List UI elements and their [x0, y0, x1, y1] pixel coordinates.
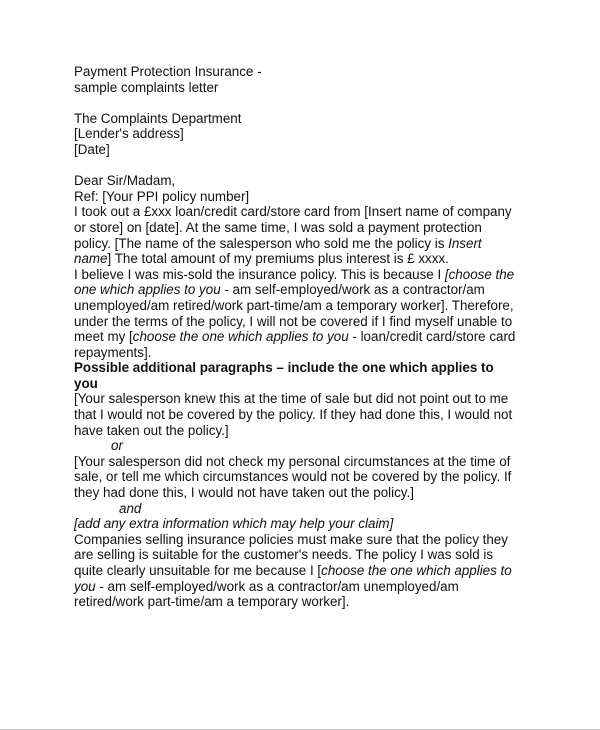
additional-paragraphs-heading: Possible additional paragraphs – include the one which applies to you: [74, 360, 494, 391]
address-line-2: [Lender's address]: [74, 126, 184, 142]
title-line-2: sample complaints letter: [74, 79, 219, 95]
para1-italic-a: Insert name: [74, 235, 482, 267]
para2-text-c: - loan/credit card/store card repayments].: [74, 329, 516, 360]
address-line-1: The Complaints Department: [74, 110, 242, 126]
recipient-address: [74, 111, 520, 158]
salutation: Dear Sir/Madam,: [74, 173, 176, 189]
and-separator: and: [119, 500, 142, 516]
option-salesperson-did-not-check: [Your salesperson did not check my personal circumstances at the time of sale, or tell me which circumstances would not be covered by the policy. If they had done this, I would not have taken out the policy.]: [74, 453, 512, 501]
title-line-1: Payment Protection Insurance -: [74, 64, 262, 79]
letter-body: [74, 64, 520, 610]
paragraph-mis-sold: [74, 267, 520, 361]
extra-information-line: [74, 516, 520, 532]
address-line-3: [Date]: [74, 141, 110, 157]
paragraph-loan-details: [74, 204, 520, 266]
para3-text-a: Companies selling insurance policies must make sure that the policy they are selling is suitable for the customer's needs. The policy I was sold is quite clearly unsuitable for me because I [: [74, 531, 508, 578]
extra-information-text: [add any extra information which may help your claim]: [74, 516, 394, 532]
option-salesperson-knew: [Your salesperson knew this at the time of sale but did not point out to me that I would not be covered by the policy. If they had done this, I would not have taken out the policy.]: [74, 391, 513, 438]
para1-text-b: ] The total amount of my premiums plus interest is £ xxxx.: [107, 251, 449, 267]
letter-title: [74, 64, 520, 95]
or-separator: or: [111, 438, 123, 454]
para2-text-a: I believe I was mis-sold the insurance policy. This is because I: [74, 266, 445, 282]
paragraph-suitability: [74, 532, 520, 610]
para2-italic-b: choose the one which applies to you: [132, 329, 349, 345]
para3-italic-a: choose the one which applies to you: [74, 563, 512, 594]
para1-text-a: I took out a £xxx loan/credit card/store card from [Insert name of company or store] on [date]. At the same time, I was sold a payment protection policy. [The name of the salesperson who sold me the policy is: [74, 204, 512, 251]
reference-line: Ref: [Your PPI policy number]: [74, 188, 250, 204]
para2-italic-a: [choose the one which applies to you: [74, 266, 515, 298]
para3-text-b: - am self-employed/work as a contractor/am unemployed/am retired/work part-time/am a temporary worker].: [74, 578, 459, 610]
para2-text-b: - am self-employed/work as a contractor/am unemployed/am retired/work part-time/am a temporary worker]. Therefore, under the terms of the policy, I will not be covered if I find myself unable to meet my [: [74, 282, 514, 345]
